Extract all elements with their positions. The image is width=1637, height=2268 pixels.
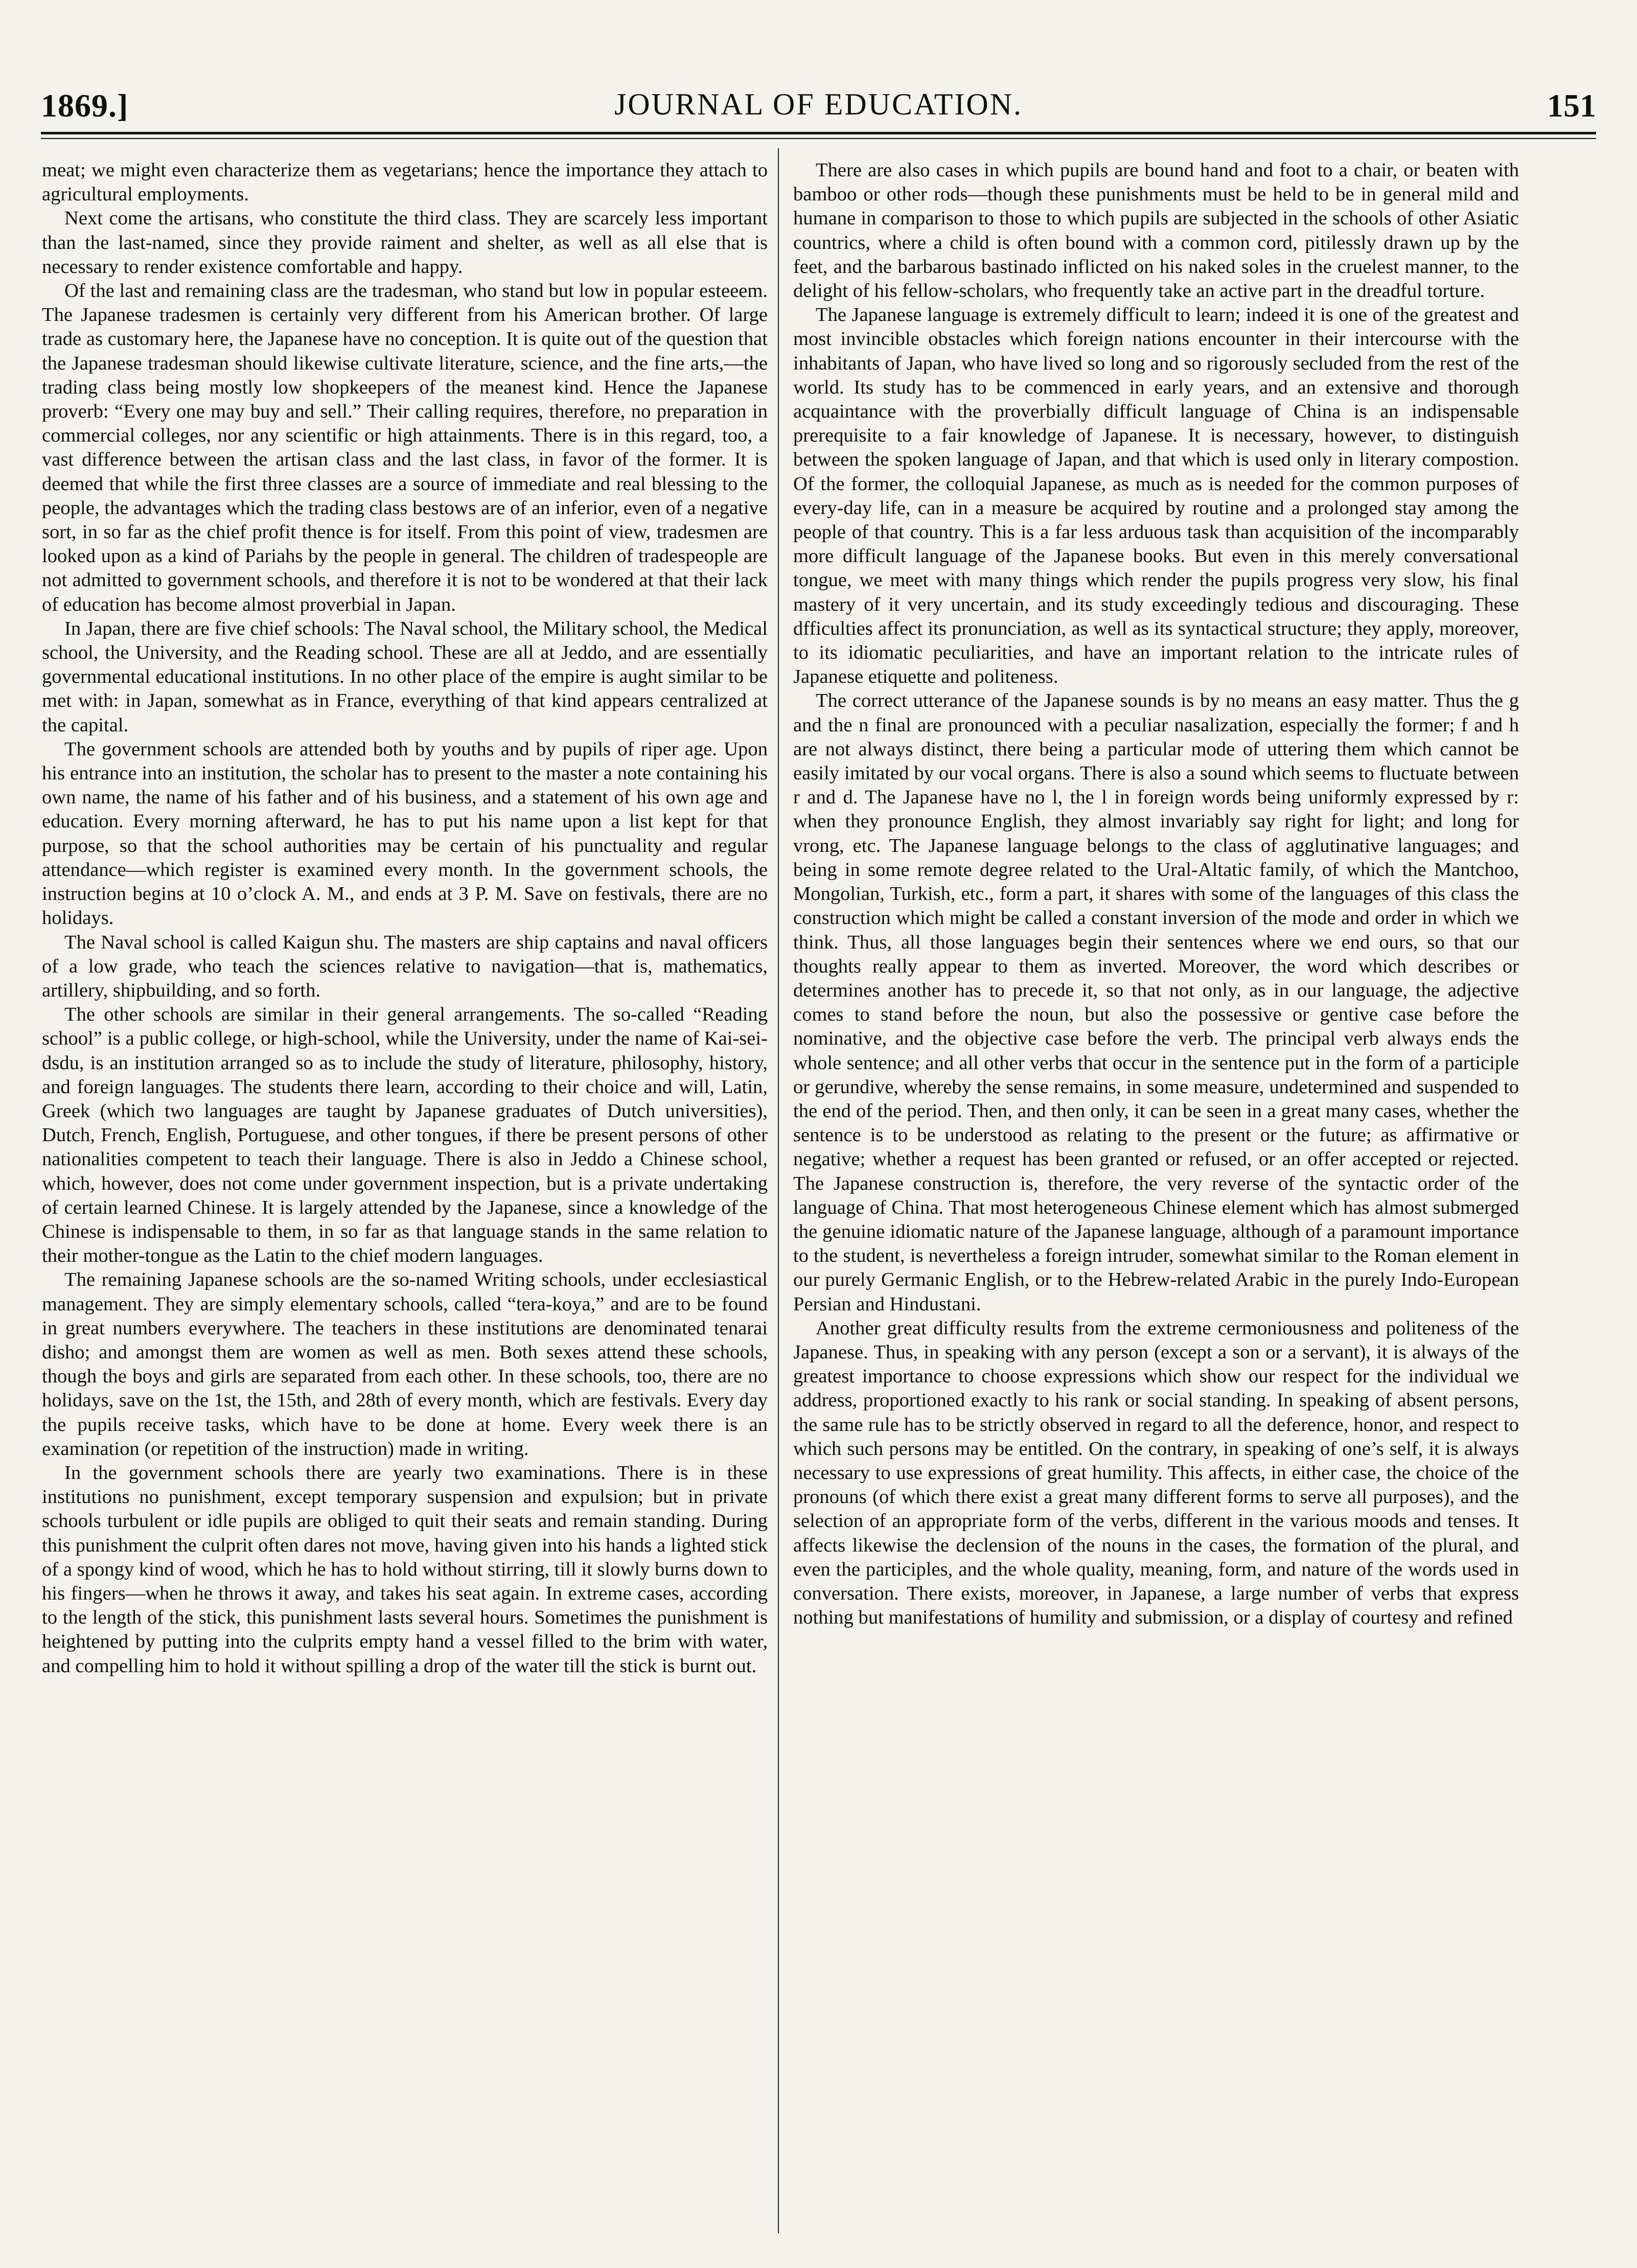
paragraph: The Naval school is called Kaigun shu. The masters are ship captains and naval officers of a low grade, who teach the sciences relative to navigation—that is, mathematics, artillery, shipbuilding, and so forth. xyxy=(42,931,768,1001)
paragraph: In the government schools there are yearly two examinations. There is in these institutions no punishment, except temporary suspension and expulsion; but in private schools turbulent or idle pupils are obliged to quit their seats and remain standing. During this punishment the culprit often dares not move, having given into his hands a lighted stick of a spongy kind of wood, which he has to hold without stirring, till it slowly burns down to his fingers—when he throws it away, and takes his seat again. In extreme cases, according to the length of the stick, this punishment lasts several hours. Sometimes the punishment is heightened by putting into the culprits empty hand a vessel filled to the brim with water, and compelling him to hold it without spilling a drop of the water till the stick is burnt out. xyxy=(42,1462,768,1677)
column-divider xyxy=(778,148,779,2233)
header-year: 1869.] xyxy=(41,87,129,124)
paragraph: Of the last and remaining class are the tradesman, who stand but low in popular esteeem. The Japanese tradesmen is certainly very different from his American brother. Of large trade as customary here, the Japanese have no conception. It is quite out of the question that the Japanese tradesman should likewise cultivate literature, science, and the fine arts,—the trading class being mostly low shopkeepers of the meanest kind. Hence the Japanese proverb: “Every one may buy and sell.” Their calling requires, therefore, no preparation in commercial colleges, nor any scientific or high attainments. There is in this regard, too, a vast difference between the artisan class and the last class, in favor of the former. It is deemed that while the first three classes are a source of immediate and real blessing to the people, the advantages which the trading class bestows are of an inferior, even of a negative sort, in so far as the chief profit thence is for itself. From this point of view, tradesmen are looked upon as a kind of Pariahs by the people in general. The children of tradespeople are not admitted to government schools, and therefore it is not to be wondered at that their lack of education has become almost proverbial in Japan. xyxy=(42,280,768,615)
paragraph: meat; we might even characterize them as vegetarians; hence the importance they attach to agricultural employments. xyxy=(42,159,768,205)
paragraph: Next come the artisans, who constitute the third class. They are scarcely less important than the last-named, since they provide raiment and shelter, as well as all else that is necessary to render existence comfortable and happy. xyxy=(42,207,768,277)
paragraph: The remaining Japanese schools are the so-named Writing schools, under ecclesiastical management. They are simply elementary schools, called “tera-koya,” and are to be found in great numbers everywhere. The teachers in these institutions are denominated tenarai disho; and amongst them are women as well as men. Both sexes attend these schools, though the boys and girls are separated from each other. In these schools, too, there are no holidays, save on the 1st, the 15th, and 28th of every month, which are festivals. Every day the pupils receive tasks, which have to be done at home. Every week there is an examination (or repetition of the instruction) made in writing. xyxy=(42,1269,768,1460)
header-rule-thick xyxy=(41,132,1596,134)
paragraph: The Japanese language is extremely difficult to learn; indeed it is one of the greatest and most invincible obstacles which foreign nations encounter in their intercourse with the inhabitants of Japan, who have lived so long and so rigorously secluded from the rest of the world. Its study has to be commenced in early years, and an extensive and thorough acquaintance with the proverbially difficult language of China is an indispensable prerequisite to a fair knowledge of Japanese. It is necessary, however, to distinguish between the spoken language of Japan, and that which is used only in literary compostion. Of the former, the colloquial Japanese, as much as is needed for the common purposes of every-day life, can in a measure be acquired by routine and a prolonged stay among the people of that country. This is a far less arduous task than acquisition of the incomparably more difficult language of the Japanese books. But even in this merely conversational tongue, we meet with many things which render the pupils progress very slow, his final mastery of it very uncertain, and its study exceedingly tedious and discouraging. These dfficulties affect its pronunciation, as well as its syntactical structure; they apply, moreover, to its idiomatic peculiarities, and have an important relation to the intricate rules of Japanese etiquette and politeness. xyxy=(793,304,1519,688)
paragraph: Another great difficulty results from the extreme cermoniousness and politeness of the Japanese. Thus, in speaking with any person (except a son or a servant), it is always of the greatest importance to choose expressions which show our respect for the individual we address, proportioned exactly to his rank or social standing. In speaking of absent persons, the same rule has to be strictly observed in regard to all the deference, honor, and respect to which such persons may be entitled. On the contrary, in speaking of one’s self, it is always necessary to use expressions of great humility. This affects, in either case, the choice of the pronouns (of which there exist a great many different forms to serve all purposes), and the selection of an appropriate form of the verbs, different in the various moods and tenses. It affects likewise the declension of the nouns in the cases, the formation of the plural, and even the participles, and the whole quality, meaning, form, and nature of the words used in conversation. There exists, moreover, in Japanese, a large number of verbs that express nothing but manifestations of humility and submission, or a display of courtesy and refined xyxy=(793,1317,1519,1629)
paragraph: There are also cases in which pupils are bound hand and foot to a chair, or beaten with bamboo or other rods—though these punishments must be held to be in general mild and humane in comparison to those to which pupils are subjected in the schools of other Asiatic countrics, where a child is often bound with a common cord, pitilessly drawn up by the feet, and the barbarous bastinado inflicted on his naked soles in the cruelest manner, to the delight of his fellow-scholars, who frequently take an active part in the dreadful torture. xyxy=(793,159,1519,302)
page-header xyxy=(41,77,1596,128)
page-number: 151 xyxy=(1547,87,1596,124)
paragraph: The other schools are similar in their general arrangements. The so-called “Reading school” is a public college, or high-school, while the University, under the name of Kai-sei-dsdu, is an institution arranged so as to include the study of literature, philosophy, history, and foreign languages. The students there learn, according to their choice and will, Latin, Greek (which two languages are taught by Japanese graduates of Dutch universities), Dutch, French, English, Portuguese, and other tongues, if there be present persons of other nationalities competent to teach their language. There is also in Jeddo a Chinese school, which, however, does not come under government inspection, but is a private undertaking of certain learned Chinese. It is largely attended by the Japanese, since a knowledge of the Chinese is indispensable to them, in so far as that language stands in the same relation to their mother-tongue as the Latin to the chief modern languages. xyxy=(42,1004,768,1267)
left-column xyxy=(42,158,768,1678)
paragraph: The government schools are attended both by youths and by pupils of riper age. Upon his entrance into an institution, the scholar has to present to the master a note containing his own name, the name of his father and of his business, and a statement of his own age and education. Every morning afterward, he has to put his name upon a list kept for that purpose, so that the school authorities may be certain of his punctuality and regular attendance—which register is examined every month. In the government schools, the instruction begins at 10 o’clock A. M., and ends at 3 P. M. Save on festivals, there are no holidays. xyxy=(42,738,768,929)
paragraph: The correct utterance of the Japanese sounds is by no means an easy matter. Thus the g and the n final are pronounced with a peculiar nasalization, especially the former; f and h are not always distinct, there being a particular mode of uttering them which cannot be easily imitated by our vocal organs. There is also a sound which seems to fluctuate between r and d. The Japanese have no l, the l in foreign words being uniformly expressed by r: when they pronounce English, they almost invariably say right for light; and long for vrong, etc. The Japanese language belongs to the class of agglutinative languages; and being in some remote degree related to the Ural-Altatic family, of which the Mantchoo, Mongolian, Turkish, etc., form a part, it shares with some of the languages of this class the construction which might be called a constant inversion of the mode and order in which we think. Thus, all those languages begin their sentences where we end ours, so that our thoughts really appear to them as inverted. Moreover, the word which describes or determines another has to precede it, so that not only, as in our language, the adjective comes to stand before the noun, but also the possessive or gentive case before the nominative, and the objective case before the verb. The principal verb always ends the whole sentence; and all other verbs that occur in the sentence put in the form of a participle or gerundive, whereby the sense remains, in some measure, undetermined and suspended to the end of the period. Then, and then only, it can be seen in a great many cases, whether the sentence is to be understood as relating to the present or the future; as affirmative or negative; whether a request has been granted or refused, or an offer accepted or rejected. The Japanese construction is, therefore, the very reverse of the syntactic order of the language of China. That most heterogeneous Chinese element which has almost submerged the genuine idiomatic nature of the Japanese language, although of a paramount importance to the student, is nevertheless a foreign intruder, somewhat similar to the Roman element in our purely Germanic English, or to the Hebrew-related Arabic in the purely Indo-European Persian and Hindustani. xyxy=(793,690,1519,1315)
right-column xyxy=(793,158,1519,1630)
journal-title: JOURNAL OF EDUCATION. xyxy=(614,87,1023,121)
header-rule-thin xyxy=(41,138,1596,139)
paragraph: In Japan, there are five chief schools: The Naval school, the Military school, the Medical school, the University, and the Reading school. These are all at Jeddo, and are essentially governmental educational institutions. In no other place of the empire is aught similar to be met with: in Japan, somewhat as in France, everything of that kind appears centralized at the capital. xyxy=(42,617,768,736)
